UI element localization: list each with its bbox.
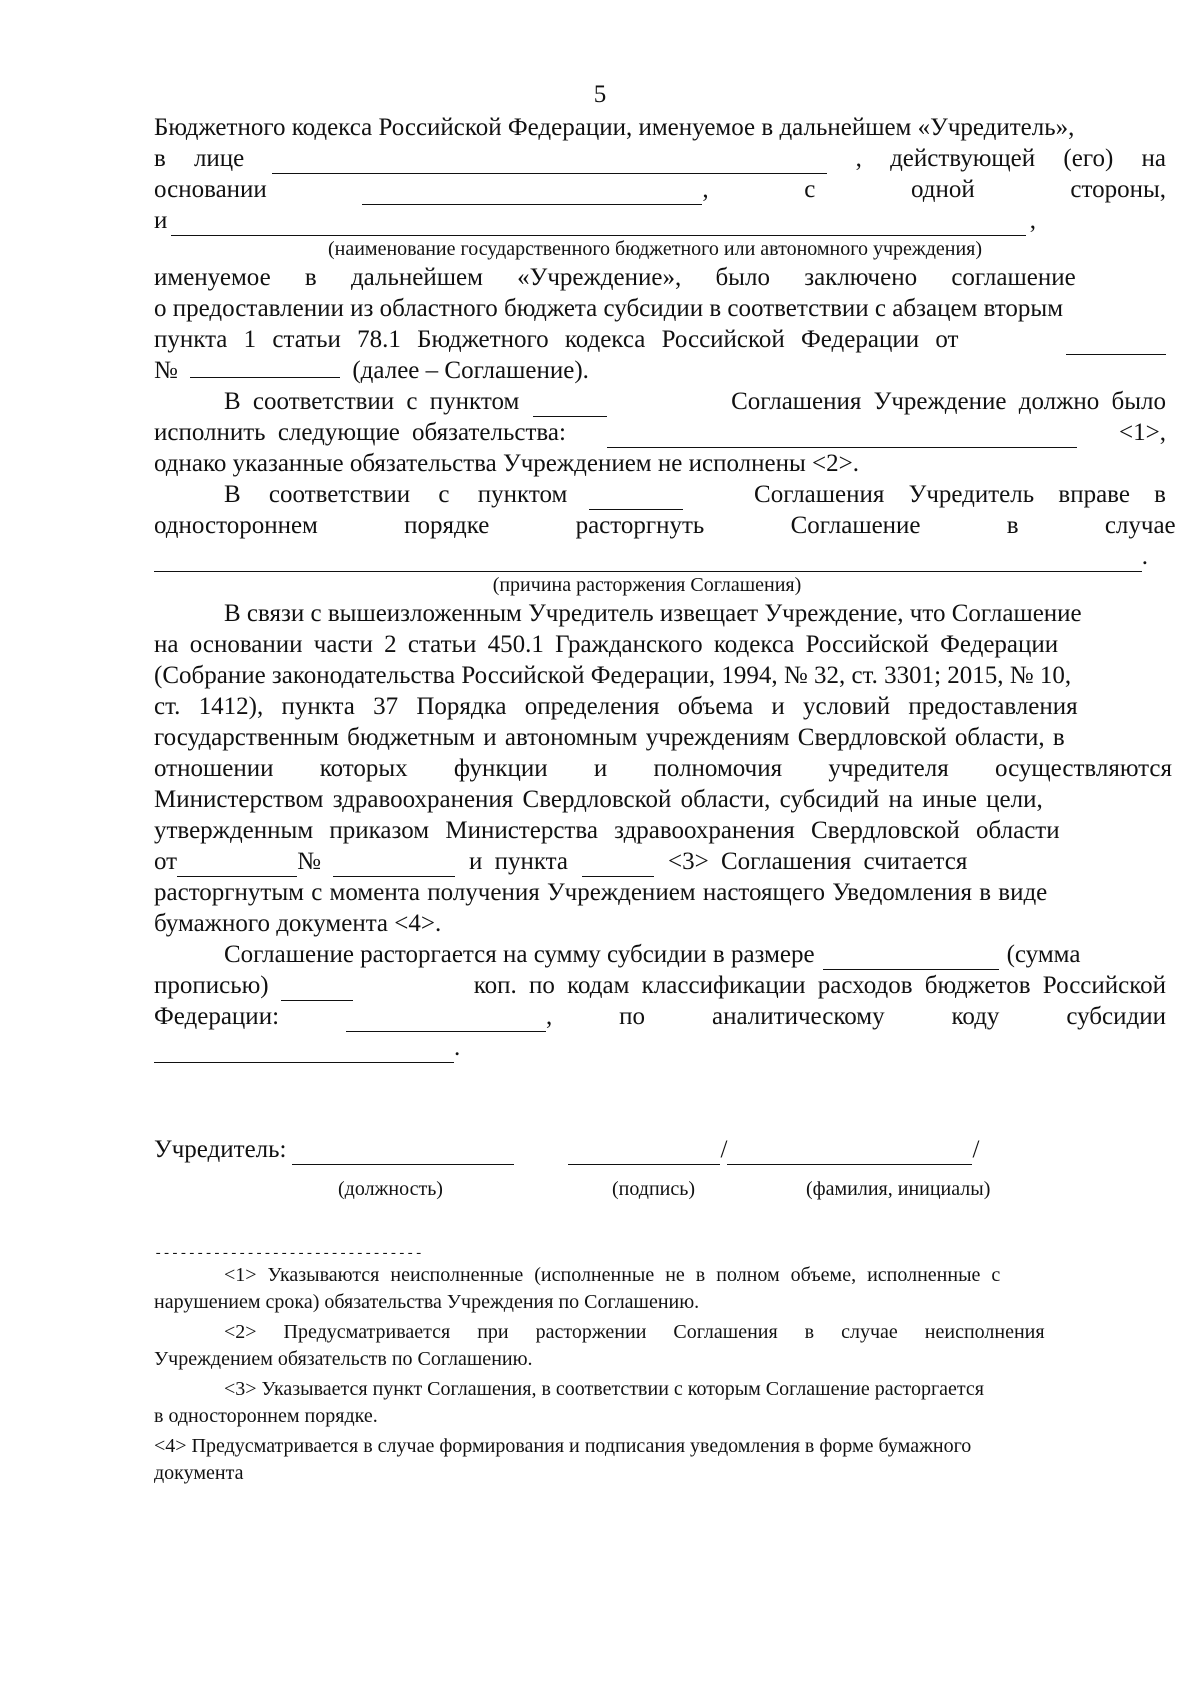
- para4-line10: расторгнутым с момента получения Учреждением настоящего Уведомления в виде: [154, 879, 1048, 906]
- obligations-field[interactable]: [607, 426, 1077, 448]
- para1-line3: [154, 174, 1166, 205]
- institution-name-caption: (наименование государственного бюджетного или автономного учреждения): [327, 238, 983, 260]
- para1-line6: о предоставлении из областного бюджета субсидии в соответствии с абзацем вторым: [154, 295, 1064, 322]
- footnotes: [154, 1262, 1166, 1490]
- para4-line1: В связи с вышеизложенным Учредитель извещает Учреждение, что Соглашение: [224, 600, 1082, 627]
- founder-label: Учредитель:: [154, 1136, 287, 1163]
- text: <1> Указываются неисполненные (исполненные не в полном объеме, исполненные с: [224, 1264, 1001, 1286]
- comma: ,: [1029, 207, 1036, 234]
- basis-document-field[interactable]: [362, 183, 702, 205]
- text: (далее – Соглашение).: [352, 357, 589, 384]
- slash: /: [972, 1136, 980, 1163]
- text: именуемое в дальнейшем «Учреждение», было заключено соглашение: [154, 264, 1076, 291]
- signature-line: [154, 1134, 979, 1165]
- word: с: [804, 176, 816, 203]
- institution-name-field[interactable]: [171, 214, 1025, 236]
- word: в: [154, 145, 166, 172]
- para4-line7: Министерством здравоохранения Свердловской области, субсидий на иные цели,: [154, 786, 1043, 813]
- footnote-4: [154, 1433, 1166, 1487]
- text: Соглашение расторгается на сумму субсидии в размере: [224, 941, 815, 968]
- termination-clause-field[interactable]: [589, 488, 683, 510]
- text: прописью): [154, 972, 269, 999]
- document-body: [154, 112, 1176, 1063]
- para3-line3: [154, 541, 1166, 572]
- text: <3> Указывается пункт Соглашения, в соответствии с которым Соглашение расторгается: [224, 1378, 984, 1400]
- termination-reason-caption: (причина расторжения Соглашения): [492, 574, 802, 596]
- para4-line11: бумажного документа <4>.: [154, 910, 442, 937]
- comma: ,: [545, 1003, 553, 1030]
- agreement-number-field[interactable]: [190, 356, 340, 378]
- text: Соглашения Учреждение должно было: [731, 388, 1166, 415]
- footnote-1: [154, 1262, 1166, 1316]
- word: основании: [154, 176, 267, 203]
- para3-line1: [154, 479, 1166, 510]
- kopecks-field[interactable]: [281, 979, 353, 1001]
- signature-caption: (подпись): [612, 1178, 696, 1200]
- para4-line6: отношении которых функции и полномочия учредителя осуществляются: [154, 755, 1173, 782]
- analytic-code-field[interactable]: [154, 1041, 454, 1063]
- subsidy-amount-field[interactable]: [823, 948, 999, 970]
- word: по: [619, 1003, 646, 1030]
- agreement-date-field[interactable]: [1066, 333, 1166, 355]
- text: Учреждением обязательств по Соглашению.: [154, 1348, 533, 1370]
- text: <3> Соглашения считается: [668, 848, 968, 875]
- period: .: [1141, 543, 1148, 570]
- text: №: [297, 848, 321, 875]
- para4-line3: (Собрание законодательства Российской Федерации, 1994, № 32, ст. 3301; 2015, № 10,: [154, 662, 1072, 689]
- budget-code-field[interactable]: [346, 1010, 546, 1032]
- representative-name-field[interactable]: [272, 152, 827, 174]
- word: стороны,: [1070, 176, 1166, 203]
- order-number-field[interactable]: [333, 855, 455, 877]
- para4-line5: государственным бюджетным и автономным учреждениям Свердловской области, в: [154, 724, 1065, 751]
- signature-field[interactable]: [568, 1143, 720, 1165]
- number-sign: №: [154, 357, 178, 384]
- text: Федерации:: [154, 1003, 280, 1030]
- text: <2> Предусматривается при расторжении Соглашения в случае неисполнения: [224, 1321, 1045, 1343]
- name-caption: (фамилия, инициалы): [806, 1178, 991, 1200]
- slash: /: [720, 1136, 728, 1163]
- para1-line1: Бюджетного кодекса Российской Федерации, именуемое в дальнейшем «Учредитель»,: [154, 114, 1075, 141]
- acting-text: , действующей (его) на: [855, 145, 1166, 172]
- footnote-separator: --------------------------------: [154, 1246, 423, 1262]
- para1-line7: [154, 324, 1166, 355]
- para5-line4: [154, 1032, 1166, 1063]
- text: (сумма: [1006, 941, 1081, 968]
- word: субсидии: [1066, 1003, 1166, 1030]
- text: одностороннем порядке расторгнуть Соглашение в случае: [154, 512, 1176, 539]
- para5-line2: [154, 970, 1166, 1001]
- para4-line4: ст. 1412), пункта 37 Порядка определения объема и условий предоставления: [154, 693, 1078, 720]
- position-field[interactable]: [292, 1143, 514, 1165]
- para1-line2: [154, 143, 1166, 174]
- word: лице: [193, 145, 245, 172]
- text: <4> Предусматривается в случае формирования и подписания уведомления в форме бумажного: [154, 1435, 972, 1457]
- text: в одностороннем порядке.: [154, 1405, 378, 1427]
- order-date-field[interactable]: [177, 855, 297, 877]
- text: исполнить следующие обязательства:: [154, 419, 566, 446]
- para4-line2: на основании части 2 статьи 450.1 Гражданского кодекса Российской Федерации: [154, 631, 1059, 658]
- word: одной: [911, 176, 975, 203]
- text: документа: [154, 1462, 244, 1484]
- comma: ,: [702, 176, 709, 203]
- text: Соглашения Учредитель вправе в: [754, 481, 1166, 508]
- position-caption: (должность): [338, 1178, 443, 1200]
- full-name-field[interactable]: [727, 1143, 972, 1165]
- termination-point-field[interactable]: [582, 855, 654, 877]
- para4-line8: утвержденным приказом Министерства здравоохранения Свердловской области: [154, 817, 1060, 844]
- period: .: [454, 1034, 461, 1061]
- text: В соответствии с пунктом: [224, 388, 520, 415]
- text: и пункта: [468, 848, 568, 875]
- para2-line2: [154, 417, 1166, 448]
- para5-line1: [154, 939, 1166, 970]
- para2-line1: [154, 386, 1166, 417]
- text: В соответствии с пунктом: [224, 481, 568, 508]
- word: и: [154, 207, 168, 234]
- text: пункта 1 статьи 78.1 Бюджетного кодекса Российской Федерации от: [154, 326, 959, 353]
- text: нарушением срока) обязательства Учреждения по Соглашению.: [154, 1291, 700, 1313]
- para5-line3: [154, 1001, 1166, 1032]
- word: коду: [951, 1003, 1000, 1030]
- para2-line3: однако указанные обязательства Учреждением не исполнены <2>.: [154, 450, 859, 477]
- footnote-3: [154, 1376, 1166, 1430]
- para1-line8: [154, 355, 1166, 386]
- text: от: [154, 848, 178, 875]
- para1-line5: [154, 262, 1166, 293]
- footnote-2: [154, 1319, 1166, 1373]
- termination-reason-field[interactable]: [154, 550, 1142, 572]
- para3-line2: [154, 510, 1176, 541]
- obligation-clause-field[interactable]: [533, 395, 607, 417]
- page-number: 5: [593, 81, 607, 108]
- note-ref: <1>,: [1119, 419, 1166, 446]
- para1-line4: [154, 205, 1166, 236]
- word: аналитическому: [712, 1003, 885, 1030]
- para4-line9: [154, 846, 1166, 877]
- text: коп. по кодам классификации расходов бюджетов Российской: [473, 972, 1166, 999]
